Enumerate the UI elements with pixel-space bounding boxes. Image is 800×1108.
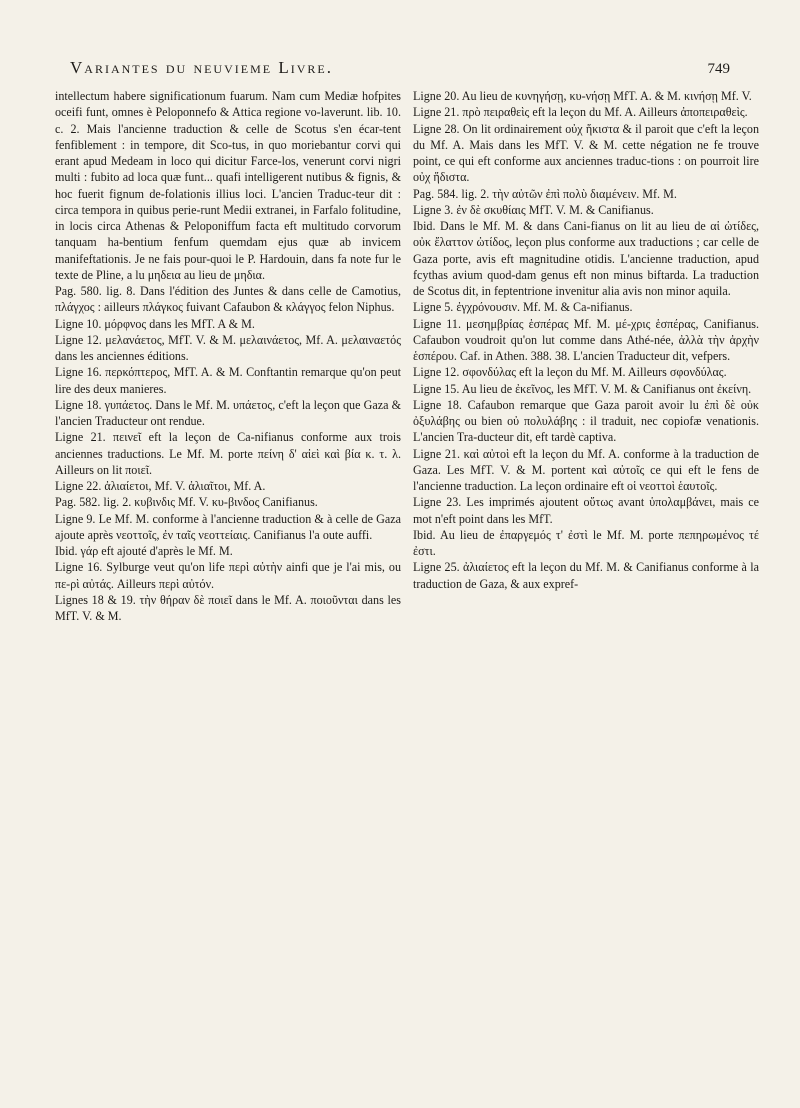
paragraph: Ligne 15. Au lieu de ἐκεῖνος, les MfT. V. M. & Canifianus ont ἐκείνη. [413, 381, 752, 396]
paragraph: Ligne 28. On lit ordinairement οὐχ ἥκιστα & il paroit que c'eft la leçon du Mf. A. Mais dans les MfT. V. & M. cette négation ne fe trouve point, ce qui eft conforme aux anciennes traduc-tions : on pourroit lire οὐχ ἥδιστα. [413, 121, 759, 185]
paragraph: Ligne 9. Le Mf. M. conforme à l'ancienne traduction & à celle de Gaza ajoute après νεοττοῖς, ἐν ταῖς νεοττείαις. Canifianus l'a oute auffi. [55, 511, 401, 542]
paragraph: Ligne 12. μελανάετος, MfT. V. & M. μελαινάετος, Mf. A. μελαιναετός dans les anciennes éditions. [55, 332, 401, 363]
paragraph: Ligne 21. πρὸ πειραθεὶς eft la leçon du Mf. A. Ailleurs ἀποπειραθεὶς. [413, 105, 748, 120]
paragraph: Pag. 582. lig. 2. κυβινδις Mf. V. κυ-βινδος Canifianus. [55, 495, 318, 510]
paragraph: Ligne 16. περκόπτερος, MfT. A. & M. Conftantin remarque qu'on peut lire des deux manieres. [55, 365, 401, 396]
paragraph: Ligne 23. Les imprimés ajoutent οὕτως avant ὑπολαμβάνει, mais ce mot n'eft point dans les MfT. [413, 495, 759, 526]
right-column [413, 88, 759, 592]
paragraph: Pag. 580. lig. 8. Dans l'édition des Juntes & dans celle de Camotius, πλάγχος : ailleurs πλάγκος fuivant Cafaubon & κλάγγος felon Niphus. [55, 284, 401, 315]
paragraph: Ligne 22. ἀλιαίετοι, Mf. V. ἀλιαῖτοι, Mf. A. [55, 479, 266, 493]
paragraph: intellectum habere significationum fuarum. Nam cum Mediæ hofpites oceifi funt, omnes è Peloponnefo & Attica regione vo-laverunt. lib. 10. c. 2. Mais l'ancienne traduction & celle de Scotus s'en écar-tent fenfiblement : in tempore, dit Sco-tus, in quo moriebantur corvi qui erant apud Medeam in loco qui dicitur Farce-los, venerunt corvi nigri multi : fubito ad loca quæ funt... quafi intelligerent nutibus & fignis, & hoc fuerit fignum de-folationis illius loci. L'ancien Traduc-teur dit : circa tempora in quibus perie-runt Medii extranei, in Farfalo folitudine, in locis circa Athenas & Peloponiffum facta eft multitudo corvorum tanquam ha-bentium fenfum quemdam ejus quæ ab invicem manifeftationis. Je ne fais pour-quoi le P. Hardouin, dans fa note fur le texte de Pline, a lu μηδεια au lieu de μηδια. [55, 89, 401, 282]
paragraph: Pag. 584. lig. 2. τὴν αὐτῶν ἐπὶ πολὺ διαμένειν. Mf. M. [413, 186, 677, 201]
paragraph: Lignes 18 & 19. τὴν θήραν δὲ ποιεῖ dans le Mf. A. ποιοῦνται dans les MfT. V. & M. [55, 592, 401, 623]
paragraph: Ligne 18. Cafaubon remarque que Gaza paroit avoir lu ἐπὶ δὲ οὐκ ὀξυλάβης ou bien οὐ πολυλάβης : il traduit, nec copiofæ venationis. L'ancien Tra-ducteur dit, eft tardè captiva. [413, 397, 759, 445]
paragraph: Ligne 11. μεσημβρίας ἑσπέρας Mf. M. μέ-χρις ἑσπέρας, Canifianus. Cafaubon voudroit qu'on lut comme dans Athé-née, ἀλλὰ τὴν ἀρχὴν ἑσπέρου. Caf. in Athen. 388. 38. L'ancien Traducteur dit, vefpers. [413, 316, 759, 363]
paragraph: Ligne 5. ἐγχρόνουσιν. Mf. M. & Ca-nifianus. [413, 300, 633, 315]
paragraph: Ibid. Au lieu de ἐπαργεμός τ' ἐστὶ le Mf. M. porte πεπηρωμένος τέ ἐστι. [413, 527, 759, 558]
paragraph: Ibid. Dans le Mf. M. & dans Cani-fianus on lit au lieu de αἱ ὠτίδες, οὐκ ἔλαττον ὠτίδος, leçon plus conforme aux traductions ; car celle de Gaza porte, avis eft magnitudine otidis. L'ancienne traduction, apud fcythas avium quod-dam genus eft non minus biftarda. La traduction de Scotus dit, in feptentrione invenitur alia avis non minor aquila. [413, 219, 759, 298]
page-header [70, 58, 730, 78]
page-number: 749 [707, 61, 730, 77]
paragraph: Ligne 20. Au lieu de κυνηγήσῃ, κυ-νήσῃ MfT. A. & M. κινήσῃ Mf. V. [413, 89, 752, 103]
paragraph: Ligne 18. γυπάετος. Dans le Mf. M. υπάετος, c'eft la leçon que Gaza & l'ancien Traducteur ont rendue. [55, 397, 401, 428]
left-column [55, 88, 401, 624]
paragraph: Ibid. γάρ eft ajouté d'après le Mf. M. [55, 544, 233, 558]
paragraph: Ligne 3. ἐν δὲ σκυθίαις MfT. V. M. & Canifianus. [413, 202, 654, 217]
paragraph: Ligne 21. καὶ αὐτοὶ eft la leçon du Mf. A. conforme à la traduction de Gaza. Les MfT. V. & M. portent καὶ αὐτοῖς ce qui eft le fens de l'ancienne traduction. La leçon ordinaire eft οἱ νεοττοὶ ἑαυτοῖς. [413, 446, 759, 493]
paragraph: Ligne 10. μόρφνος dans les MfT. A & M. [55, 316, 255, 331]
running-title: Variantes du neuvieme Livre. [70, 58, 333, 77]
paragraph: Ligne 12. σφονδύλας eft la leçon du Mf. M. Ailleurs σφονδύλας. [413, 365, 727, 380]
paragraph: Ligne 16. Sylburge veut qu'on life περὶ αὐτὴν ainfi que je l'ai mis, ou πε-ρὶ αὐτάς. Ailleurs περὶ αὐτόν. [55, 560, 401, 591]
paragraph: Ligne 25. ἀλιαίετος eft la leçon du Mf. M. & Canifianus conforme à la traduction de Gaza, & aux expref- [413, 560, 759, 591]
paragraph: Ligne 21. πεινεῖ eft la leçon de Ca-nifianus conforme aux trois anciennes traductions. Le Mf. M. porte πείνη δ' αἰεὶ καὶ βία κ. τ. λ. Ailleurs on lit ποιεῖ. [55, 430, 401, 477]
